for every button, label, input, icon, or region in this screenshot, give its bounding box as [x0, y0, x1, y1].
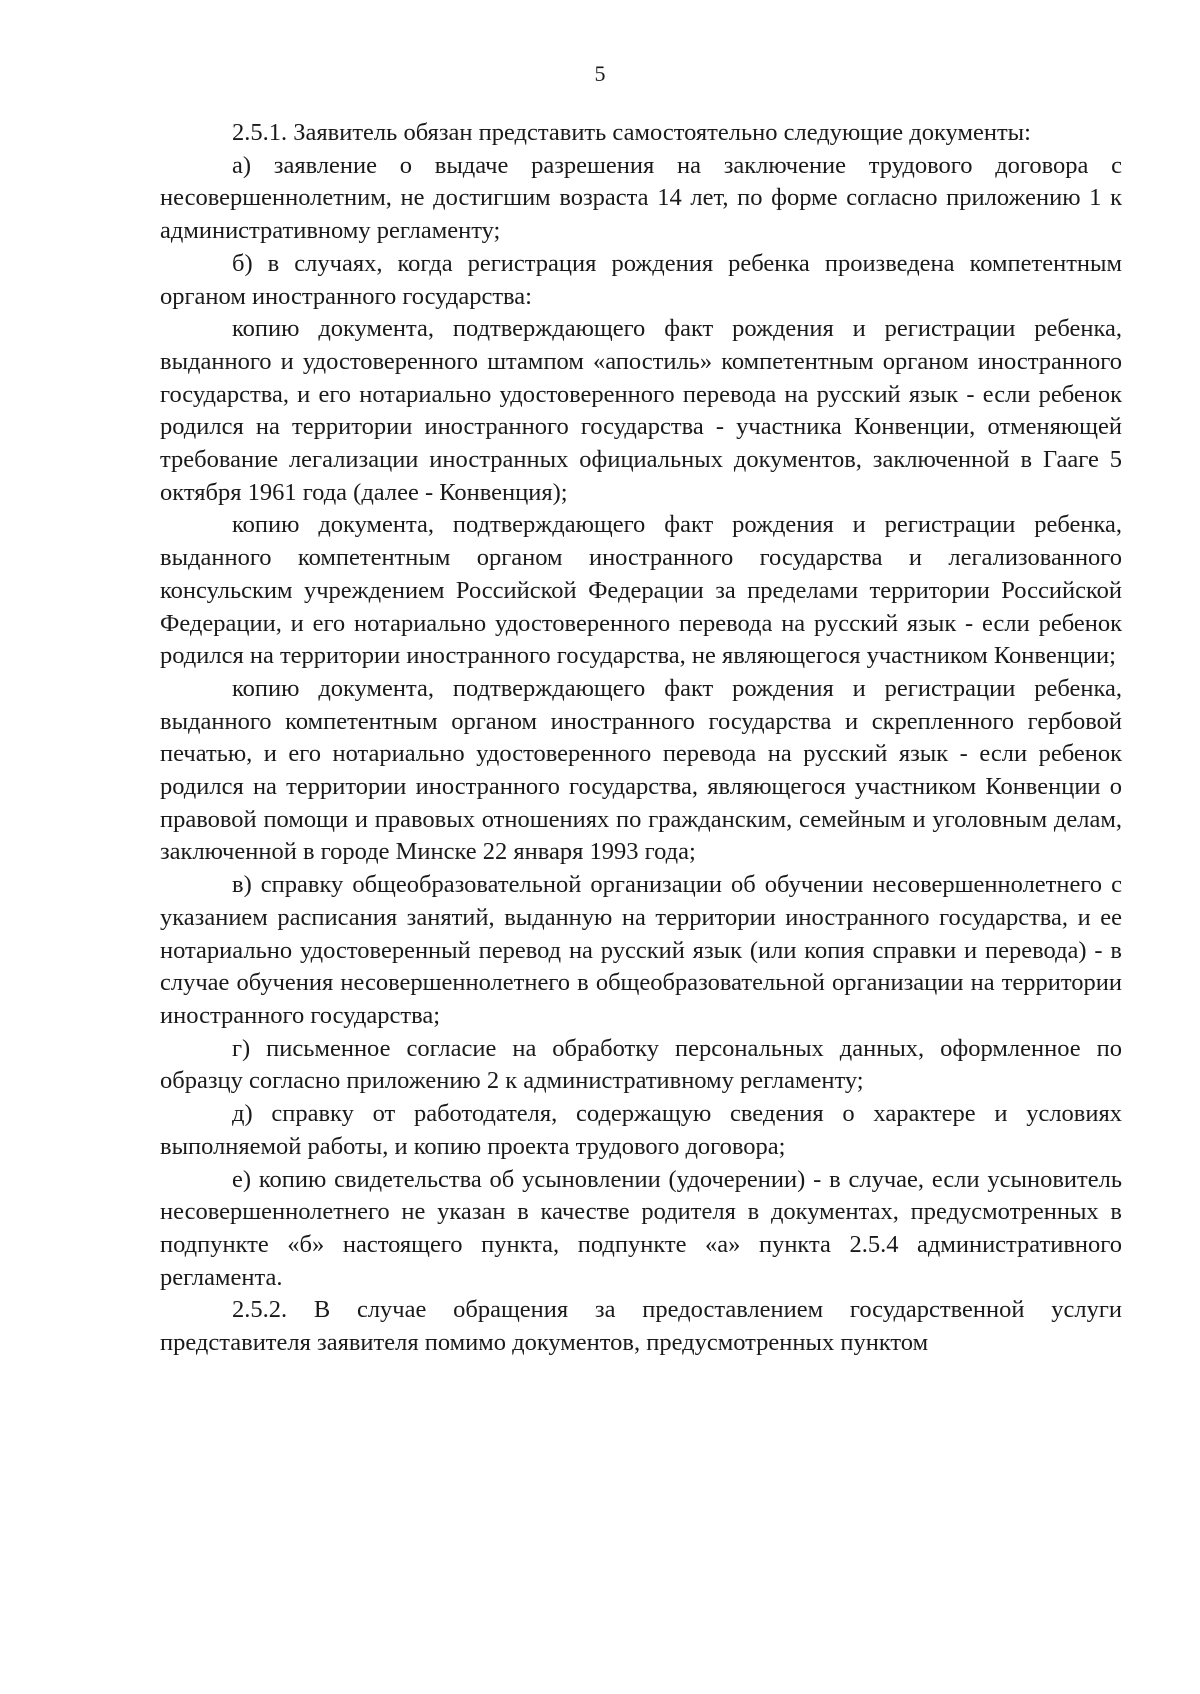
- page-number: 5: [594, 61, 606, 86]
- paragraph-item-g: г) письменное согласие на обработку персональных данных, оформленное по образцу согласно приложению 2 к административному регламенту;: [160, 1034, 1122, 1095]
- paragraph-item-e: е) копию свидетельства об усыновлении (удочерении) - в случае, если усыновитель несовершеннолетнего не указан в качестве родителя в документах, предусмотренных в подпункте «б» настоящего пункта, подпункте «а» пункта 2.5.4 административного регламента.: [160, 1165, 1122, 1291]
- paragraph-2-5-1: 2.5.1. Заявитель обязан представить самостоятельно следующие документы:: [232, 119, 1031, 146]
- paragraph-item-b: б) в случаях, когда регистрация рождения ребенка произведена компетентным органом иностранного государства:: [160, 249, 1122, 310]
- paragraph-item-d: д) справку от работодателя, содержащую сведения о характере и условиях выполняемой работы, и копию проекта трудового договора;: [160, 1100, 1122, 1160]
- paragraph-legalized-copy: копию документа, подтверждающего факт рождения и регистрации ребенка, выданного компетентным органом иностранного государства и легализованного консульским учреждением Российской Федерации за пределами территории Российской Федерации, и его нотариально удостоверенного перевода на русский язык - если ребенок родился на территории иностранного государства, не являющегося участником Конвенции;: [160, 511, 1122, 670]
- paragraph-2-5-2: 2.5.2. В случае обращения за предоставлением государственной услуги представителя заявителя помимо документов, предусмотренных пунктом: [160, 1296, 1122, 1357]
- paragraph-apostille-copy: копию документа, подтверждающего факт рождения и регистрации ребенка, выданного и удостоверенного штампом «апостиль» компетентным органом иностранного государства, и его нотариально удостоверенного перевода на русский язык - если ребенок родился на территории иностранного государства - участника Конвенции, отменяющей требование легализации иностранных официальных документов, заключенной в Гааге 5 октября 1961 года (далее - Конвенция);: [160, 315, 1122, 506]
- document-body: [160, 117, 1122, 1360]
- paragraph-item-v: в) справку общеобразовательной организации об обучении несовершеннолетнего с указанием расписания занятий, выданную на территории иностранного государства, и ее нотариально удостоверенный перевод на русский язык (или копия справки и перевода) - в случае обучения несовершеннолетнего в общеобразовательной организации на территории иностранного государства;: [160, 871, 1122, 1029]
- paragraph-stamped-copy: копию документа, подтверждающего факт рождения и регистрации ребенка, выданного компетентным органом иностранного государства и скрепленного гербовой печатью, и его нотариально удостоверенного перевода на русский язык - если ребенок родился на территории иностранного государства, являющегося участником Конвенции о правовой помощи и правовых отношениях по гражданским, семейным и уголовным делам, заключенной в городе Минске 22 января 1993 года;: [160, 674, 1122, 866]
- paragraph-item-a: а) заявление о выдаче разрешения на заключение трудового договора с несовершеннолетним, не достигшим возраста 14 лет, по форме согласно приложению 1 к административному регламенту;: [160, 151, 1122, 245]
